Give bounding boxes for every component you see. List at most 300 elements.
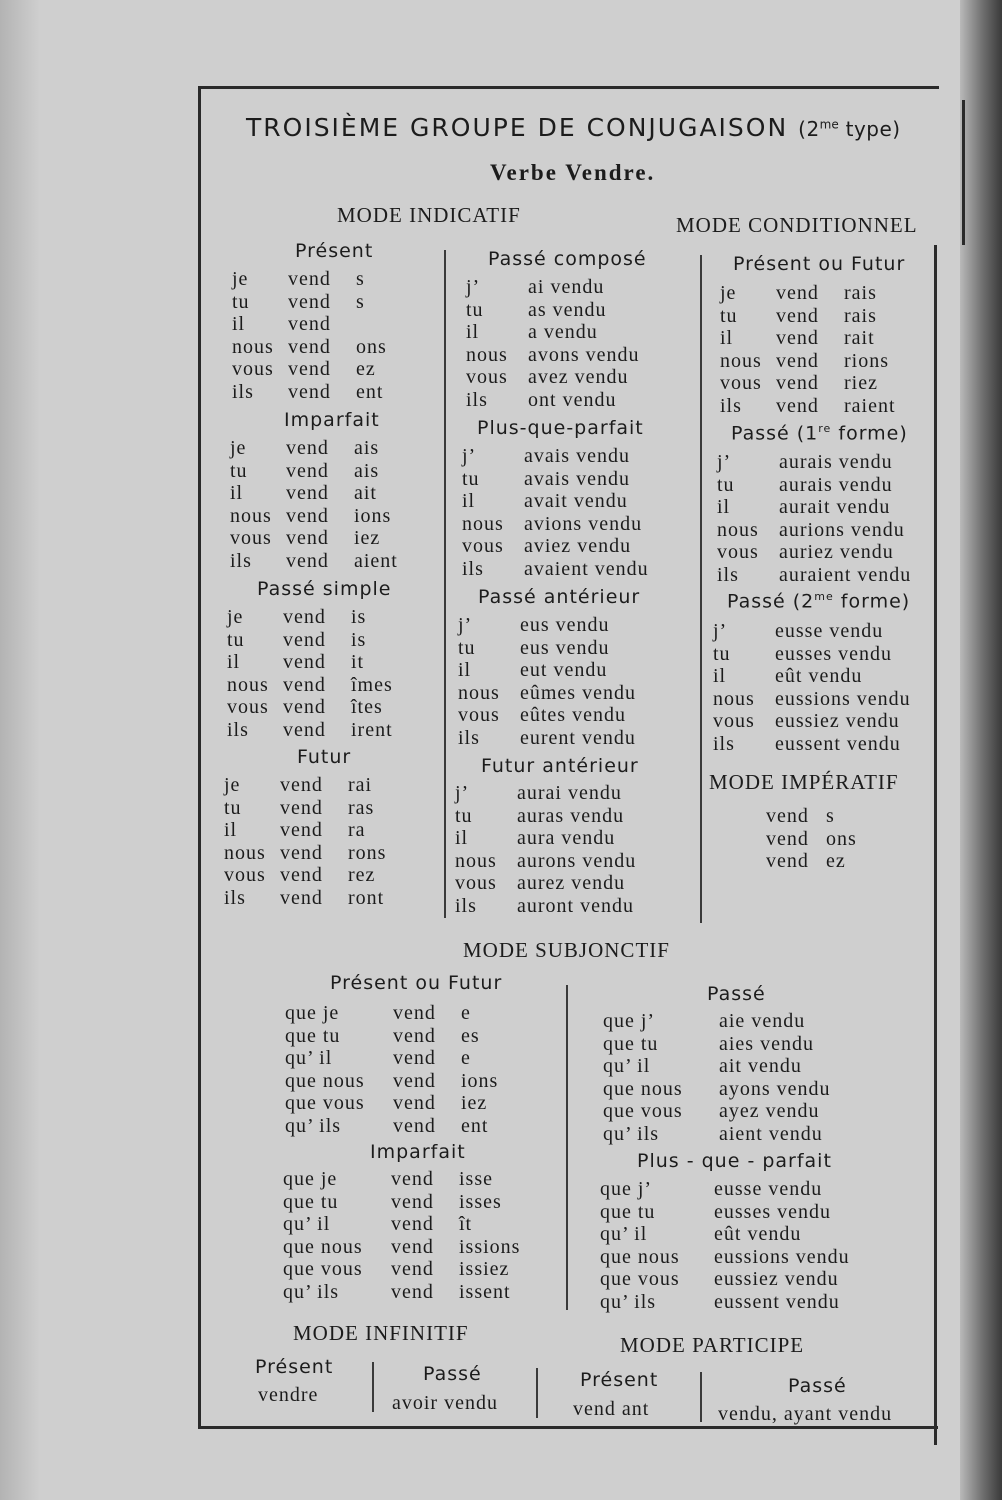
verb-ending: vendu — [785, 1290, 840, 1313]
verb-part: avaient — [524, 557, 589, 580]
verb-ending: is — [351, 606, 367, 628]
conjugation-row — [224, 887, 386, 910]
verb-ending: vendu — [576, 467, 630, 490]
conjugation-row — [717, 451, 911, 474]
verb-part: avait — [524, 490, 568, 512]
pronoun: il — [455, 827, 469, 849]
pronoun: que vous — [285, 1092, 365, 1114]
verb-ending: vendu — [856, 687, 911, 710]
conjugation-row — [720, 350, 896, 373]
verb-part: eurent — [520, 726, 576, 749]
conjugation-row — [717, 474, 911, 497]
conjugation-row — [603, 1033, 831, 1056]
verb-ending: vendu — [838, 642, 892, 665]
verb-ending: vendu — [572, 704, 626, 726]
pronoun: vous — [713, 710, 755, 732]
infinitif-passe-value: avoir vendu — [392, 1392, 498, 1414]
conjugation-row — [458, 637, 636, 660]
conjugation-row — [283, 1213, 520, 1236]
verb-part: ons — [826, 827, 857, 850]
verb-part: s — [826, 805, 835, 827]
verb-ending: irent — [351, 718, 393, 741]
frame-right-border-top — [962, 100, 965, 245]
pronoun: que tu — [285, 1024, 341, 1047]
pronoun: vend — [766, 850, 809, 872]
pronoun: ils — [232, 380, 254, 403]
verb-ending: iez — [461, 1092, 488, 1114]
verb-ending: e — [461, 1047, 471, 1069]
conjugation-row — [224, 774, 386, 797]
verb-part: eussent — [775, 732, 841, 755]
conjugation-present — [232, 268, 387, 403]
pronoun: vend — [766, 827, 809, 850]
verb-part: aurai — [517, 782, 562, 804]
verb-ending: ions — [354, 504, 392, 527]
verb-part: eût — [775, 665, 803, 687]
verb-ending: ions — [461, 1069, 499, 1092]
conjugation-row — [232, 313, 387, 336]
pronoun: nous — [713, 687, 755, 710]
conjugation-row — [227, 629, 393, 652]
verb-ending: issiez — [459, 1258, 510, 1280]
conjugation-row — [230, 550, 398, 573]
label-pre: Passé (2 — [727, 590, 815, 613]
verb-ending: vendu — [562, 388, 617, 411]
verb-part: eusses — [714, 1200, 772, 1223]
verb-ending: vendu — [574, 366, 629, 388]
pronoun: que tu — [283, 1190, 339, 1213]
conjugation-row — [232, 381, 387, 404]
pronoun: vous — [227, 696, 269, 718]
tense-subjonctif-plus-que-parfait: Plus - que - parfait — [637, 1150, 832, 1172]
verb-ending: vendu — [836, 496, 891, 518]
verb-part: vend — [280, 796, 323, 819]
pronoun: je — [232, 268, 249, 290]
heading-conditionnel: MODE CONDITIONNEL — [676, 213, 918, 237]
verb-part: vend — [288, 335, 331, 358]
conjugation-passe-simple — [227, 606, 393, 741]
verb-ending: vendu — [550, 276, 605, 298]
verb-ending: ent — [461, 1114, 489, 1137]
infinitif-passe-label: Passé — [423, 1363, 482, 1385]
verb-part: aurais — [779, 473, 833, 496]
conjugation-row — [230, 460, 398, 483]
pronoun: il — [462, 490, 476, 512]
pronoun: nous — [224, 841, 266, 864]
conjugation-row — [230, 482, 398, 505]
verb-part: vend — [288, 313, 331, 335]
verb-part: ez — [826, 850, 846, 872]
verb-part: avais — [524, 445, 571, 467]
conjugation-row — [600, 1291, 850, 1314]
verb-ending: vendu — [795, 1245, 850, 1268]
verb-part: eusses — [775, 642, 833, 665]
pronoun: qu’ ils — [603, 1122, 660, 1145]
verb-part: vend — [283, 651, 326, 673]
pronoun: tu — [227, 628, 245, 651]
frame-right-border — [934, 245, 937, 1445]
verb-part: vend — [280, 774, 323, 796]
pronoun: je — [230, 437, 247, 459]
verb-part: vend — [391, 1213, 434, 1235]
pronoun: tu — [232, 290, 250, 313]
label-post: forme) — [833, 590, 911, 613]
pronoun: ils — [230, 549, 252, 572]
pronoun: il — [717, 496, 731, 518]
conjugation-row — [230, 437, 398, 460]
pronoun: qu’ il — [285, 1047, 333, 1069]
verb-part: vend — [391, 1168, 434, 1190]
conjugation-row — [455, 827, 636, 850]
title-type-suffix: type) — [838, 117, 901, 141]
conjugation-row — [462, 513, 649, 536]
verb-part: eus — [520, 614, 550, 636]
conjugation-row — [232, 268, 387, 291]
pronoun: que nous — [603, 1077, 683, 1100]
pronoun: vous — [458, 704, 500, 726]
conjugation-row — [466, 366, 640, 389]
verb-ending: ons — [356, 335, 387, 358]
conjugation-row — [766, 828, 857, 851]
conjugation-row — [285, 1002, 498, 1025]
verb-part: a — [528, 321, 538, 343]
verb-part: vend — [283, 718, 326, 741]
conjugation-row — [713, 643, 911, 666]
pronoun: il — [230, 482, 244, 504]
verb-ending: vendu — [543, 321, 598, 343]
conjugation-row — [285, 1047, 498, 1070]
verb-ending: ent — [356, 380, 384, 403]
tense-imparfait: Imparfait — [284, 409, 380, 431]
conjugation-row — [713, 710, 911, 733]
pronoun: vous — [717, 541, 759, 563]
conjugation-futur — [224, 774, 386, 909]
verb-ending: vendu — [838, 473, 893, 496]
heading-imperatif: MODE IMPÉRATIF — [709, 770, 899, 794]
verb-ending: vendu — [552, 298, 607, 321]
title-type-sup: me — [819, 117, 839, 132]
conjugation-row — [603, 1123, 831, 1146]
verb-part: vend — [280, 864, 323, 886]
verb-ending: vendu — [845, 710, 900, 732]
label-pre: Passé (1 — [731, 422, 819, 445]
pronoun: je — [227, 606, 244, 628]
verb-part: aura — [517, 827, 556, 849]
pronoun: nous — [462, 512, 504, 535]
verb-part: eusse — [714, 1178, 763, 1200]
verb-part: vend — [280, 841, 323, 864]
pronoun: nous — [717, 518, 759, 541]
verb-part: aurez — [517, 872, 566, 894]
verb-ending: vendu — [846, 732, 901, 755]
conjugation-row — [458, 727, 636, 750]
verb-part: auras — [517, 804, 565, 827]
tense-subjonctif-passe: Passé — [707, 983, 766, 1005]
tense-present: Présent — [295, 240, 374, 262]
verb-part: as — [528, 298, 547, 321]
verb-part: eussiez — [714, 1268, 779, 1290]
conjugation-plus-que-parfait — [462, 445, 649, 580]
pronoun: que je — [285, 1002, 340, 1024]
verb-part: aurions — [779, 518, 845, 541]
verb-part: vend — [391, 1258, 434, 1280]
pronoun: que tu — [603, 1032, 659, 1055]
conjugation-row — [717, 496, 911, 519]
verb-ending: îmes — [351, 673, 393, 696]
verb-part: avez — [528, 366, 569, 388]
verb-part: vend — [286, 437, 329, 459]
verb-ending: rons — [348, 841, 387, 864]
verb-part: aurait — [779, 496, 831, 518]
pronoun: vous — [224, 864, 266, 886]
verb-part: aies — [719, 1032, 755, 1055]
verb-ending: vendu — [561, 827, 616, 849]
pronoun: j’ — [466, 276, 481, 298]
verb-part: vend — [393, 1069, 436, 1092]
pronoun: vous — [462, 535, 504, 557]
heading-subjonctif: MODE SUBJONCTIF — [463, 938, 670, 962]
conjugation-row — [717, 519, 911, 542]
conjugation-subjonctif-passe — [603, 1010, 831, 1145]
conjugation-row — [466, 276, 640, 299]
verb-part: auront — [517, 894, 575, 917]
verb-ending: vendu — [555, 636, 610, 659]
verb-ending: vendu — [594, 557, 649, 580]
pronoun: tu — [458, 636, 476, 659]
pronoun: vous — [466, 366, 508, 388]
conjugation-row — [230, 527, 398, 550]
infinitif-present-value: vendre — [258, 1384, 319, 1406]
conjugation-passe-anterieur — [458, 614, 636, 749]
verb-part: eus — [520, 636, 550, 659]
verb-part: vend — [776, 282, 819, 304]
verb-ending: vendu — [573, 490, 628, 512]
pronoun: ils — [224, 886, 246, 909]
column-separator — [700, 1372, 702, 1422]
verb-part: eussent — [714, 1290, 780, 1313]
tense-futur: Futur — [297, 746, 352, 768]
participe-present-label: Présent — [580, 1369, 659, 1391]
verb-part: vend — [393, 1002, 436, 1024]
conjugation-row — [720, 395, 896, 418]
conjugation-row — [600, 1246, 850, 1269]
verb-part: avons — [528, 343, 580, 366]
tense-passe-compose: Passé composé — [488, 248, 647, 270]
conjugation-passe-compose — [466, 276, 640, 411]
verb-ending: ît — [459, 1213, 473, 1235]
conjugation-row — [766, 850, 857, 873]
verb-part: aurons — [517, 849, 577, 872]
pronoun: je — [224, 774, 241, 796]
verb-ending: vendu — [776, 1077, 831, 1100]
verb-ending: es — [461, 1024, 480, 1047]
verb-ending: s — [356, 290, 365, 313]
conjugation-row — [720, 372, 896, 395]
participe-passe-value: vendu, ayant vendu — [718, 1403, 893, 1425]
participe-passe-label: Passé — [788, 1375, 847, 1397]
conjugation-row — [285, 1092, 498, 1115]
verb-ending: raient — [844, 394, 896, 417]
pronoun: que je — [283, 1168, 338, 1190]
pronoun: que vous — [603, 1100, 683, 1122]
verb-part: auraient — [779, 563, 852, 586]
conjugation-row — [713, 733, 911, 756]
pronoun: que nous — [285, 1069, 365, 1092]
verb-part: vend — [286, 504, 329, 527]
conjugation-conditionnel-passe-2 — [713, 620, 911, 755]
pronoun: nous — [227, 673, 269, 696]
verb-ending: riez — [844, 372, 878, 394]
verb-part: vend — [280, 886, 323, 909]
verb-part: vend — [393, 1092, 436, 1114]
verb-ending: vendu — [760, 1032, 814, 1055]
pronoun: j’ — [713, 620, 728, 642]
conjugation-row — [713, 665, 911, 688]
verb-part: vend — [286, 549, 329, 572]
pronoun: il — [720, 327, 734, 349]
conjugation-row — [455, 782, 636, 805]
conjugation-subjonctif-present — [285, 1002, 498, 1137]
pronoun: il — [713, 665, 727, 687]
pronoun: ils — [713, 732, 735, 755]
verb-part: vend — [391, 1190, 434, 1213]
verb-part: vend — [283, 606, 326, 628]
conjugation-row — [232, 291, 387, 314]
conjugation-subjonctif-imparfait — [283, 1168, 520, 1303]
verb-ending: vendu — [747, 1223, 802, 1245]
verb-part: vend — [393, 1114, 436, 1137]
verb-ending: e — [461, 1002, 471, 1024]
verb-part: aurais — [779, 451, 833, 473]
verb-ending: rais — [844, 304, 877, 327]
pronoun: qu’ il — [603, 1055, 651, 1077]
pronoun: tu — [466, 298, 484, 321]
conjugation-row — [600, 1223, 850, 1246]
verb-ending: ait — [354, 482, 377, 504]
pronoun: ils — [720, 394, 742, 417]
verb-part: avions — [524, 512, 583, 535]
verb-part: aient — [719, 1122, 763, 1145]
pronoun: j’ — [455, 782, 470, 804]
pronoun: il — [224, 819, 238, 841]
verb-ending: ais — [354, 459, 380, 482]
pronoun: tu — [455, 804, 473, 827]
column-separator — [372, 1362, 374, 1412]
verb-part: eussions — [714, 1245, 790, 1268]
verb-part: aie — [719, 1010, 746, 1032]
conjugation-row — [713, 620, 911, 643]
verb-part: ayons — [719, 1077, 771, 1100]
pronoun: j’ — [462, 445, 477, 467]
conjugation-row — [283, 1191, 520, 1214]
verb-part: vend — [283, 628, 326, 651]
verb-ending: iez — [354, 527, 381, 549]
conjugation-row — [717, 564, 911, 587]
conjugation-row — [462, 535, 649, 558]
verb-part: vend — [288, 290, 331, 313]
tense-conditionnel-passe-1 — [731, 422, 908, 444]
conjugation-imperatif — [766, 805, 857, 873]
column-separator — [566, 985, 568, 1310]
verb-part: vend — [283, 696, 326, 718]
heading-indicatif: MODE INDICATIF — [337, 203, 521, 227]
verb-ending: s — [356, 268, 365, 290]
pronoun: que vous — [283, 1258, 363, 1280]
verb-part: avais — [524, 467, 571, 490]
verb-ending: vendu — [857, 563, 912, 586]
conjugation-row — [720, 305, 896, 328]
verb-ending: vendu — [581, 726, 636, 749]
participe-present-value: vend ant — [573, 1398, 650, 1420]
verb-ending: vendu — [582, 681, 636, 704]
tense-plus-que-parfait: Plus-que-parfait — [477, 417, 644, 439]
conjugation-row — [227, 719, 393, 742]
pronoun: ils — [455, 894, 477, 917]
verb-ending: vendu — [839, 541, 894, 563]
pronoun: tu — [720, 304, 738, 327]
pronoun: qu’ il — [283, 1213, 331, 1235]
pronoun: vous — [720, 372, 762, 394]
verb-subtitle: Verbe Vendre. — [490, 160, 656, 185]
pronoun: nous — [230, 504, 272, 527]
conjugation-row — [458, 682, 636, 705]
verb-part: ont — [528, 388, 557, 411]
conjugation-row — [283, 1168, 520, 1191]
conjugation-row — [603, 1055, 831, 1078]
verb-part: vend — [286, 527, 329, 549]
verb-ending: vendu — [765, 1100, 820, 1122]
conjugation-row — [603, 1100, 831, 1123]
pronoun: vous — [230, 527, 272, 549]
verb-ending: vendu — [768, 1122, 823, 1145]
verb-ending: vendu — [777, 1200, 831, 1223]
verb-ending: vendu — [838, 451, 893, 473]
pronoun: vous — [455, 872, 497, 894]
conjugation-row — [462, 558, 649, 581]
pronoun: j’ — [717, 451, 732, 473]
verb-part: ai — [528, 276, 545, 298]
verb-ending: ront — [348, 886, 385, 909]
conjugation-row — [466, 344, 640, 367]
conjugation-row — [713, 688, 911, 711]
verb-ending: vendu — [768, 1178, 823, 1200]
conjugation-row — [227, 606, 393, 629]
conjugation-row — [462, 445, 649, 468]
label-post: forme) — [831, 422, 908, 445]
conjugation-row — [224, 797, 386, 820]
pronoun: vous — [232, 358, 274, 380]
verb-part: vend — [776, 327, 819, 349]
pronoun: ils — [466, 388, 488, 411]
conjugation-row — [720, 282, 896, 305]
verb-ending: ra — [348, 819, 366, 841]
conjugation-row — [285, 1115, 498, 1138]
conjugation-row — [458, 614, 636, 637]
conjugation-row — [455, 850, 636, 873]
verb-part: vend — [286, 482, 329, 504]
verb-part: ait — [719, 1055, 742, 1077]
conjugation-row — [600, 1201, 850, 1224]
verb-part: eussiez — [775, 710, 840, 732]
pronoun: que vous — [600, 1268, 680, 1290]
conjugation-row — [232, 336, 387, 359]
pronoun: vend — [766, 805, 809, 827]
label-sup: re — [818, 422, 832, 435]
column-separator — [444, 250, 446, 918]
conjugation-conditionnel-passe-1 — [717, 451, 911, 586]
tense-passe-anterieur: Passé antérieur — [478, 586, 641, 608]
verb-ending: îtes — [351, 696, 383, 718]
